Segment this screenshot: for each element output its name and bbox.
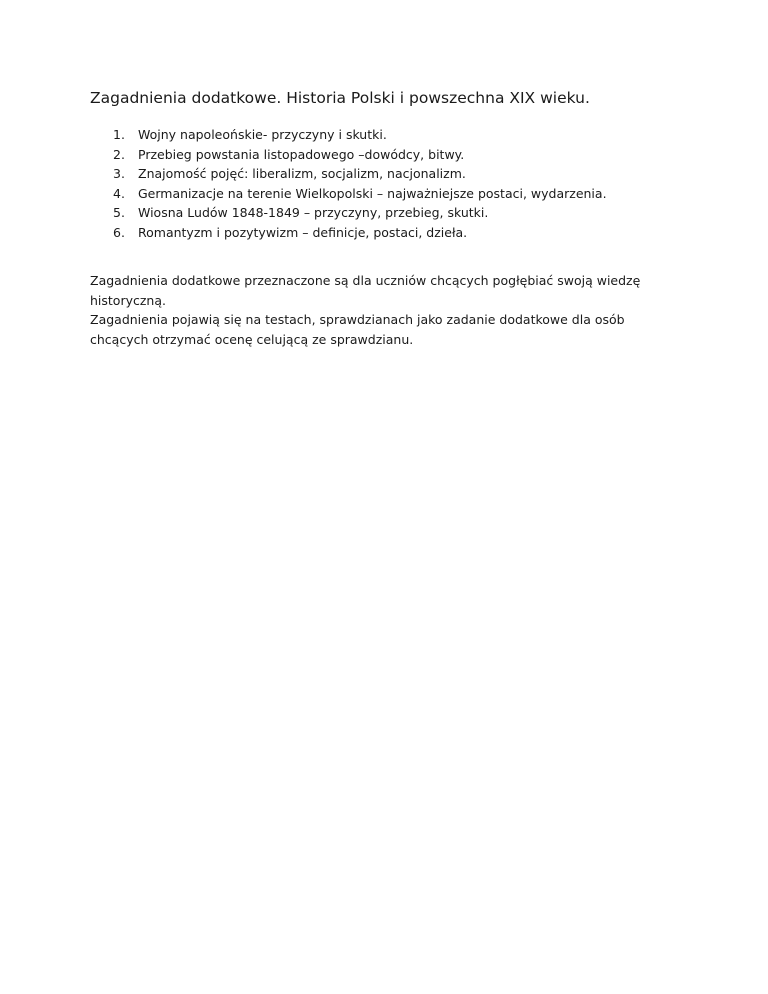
list-item <box>90 184 607 204</box>
list-item <box>90 125 607 145</box>
list-item-number: 6. <box>113 224 125 240</box>
list-item-text: Przebieg powstania listopadowego –dowódcy, bitwy. <box>138 146 465 162</box>
list-item-number: 2. <box>113 146 125 162</box>
list-item <box>90 203 607 223</box>
list-item <box>90 145 607 165</box>
list-item-number: 1. <box>113 127 125 142</box>
note-paragraph: Zagadnienia dodatkowe przeznaczone są dla uczniów chcących pogłębiać swoją wiedzę historyczną. <box>90 273 641 308</box>
list-item-text: Germanizacje na terenie Wielkopolski – najważniejsze postaci, wydarzenia. <box>138 185 607 201</box>
list-item-text: Wojny napoleońskie- przyczyny i skutki. <box>138 127 387 142</box>
list-item-number: 5. <box>113 205 125 220</box>
list-item <box>90 223 607 243</box>
list-item-text: Znajomość pojęć: liberalizm, socjalizm, nacjonalizm. <box>138 166 466 181</box>
note-paragraph: Zagadnienia pojawią się na testach, sprawdzianach jako zadanie dodatkowe dla osób chcących otrzymać ocenę celującą ze sprawdzianu. <box>90 312 625 347</box>
list-item-number: 3. <box>113 166 125 181</box>
document-title: Zagadnienia dodatkowe. Historia Polski i powszechna XIX wieku. <box>90 89 590 107</box>
list-item-text: Romantyzm i pozytywizm – definicje, postaci, dzieła. <box>138 224 468 240</box>
list-item <box>90 164 607 184</box>
list-item-number: 4. <box>113 185 125 201</box>
topic-list <box>90 125 607 242</box>
list-item-text: Wiosna Ludów 1848-1849 – przyczyny, przebieg, skutki. <box>138 205 489 220</box>
note-section <box>90 271 680 349</box>
